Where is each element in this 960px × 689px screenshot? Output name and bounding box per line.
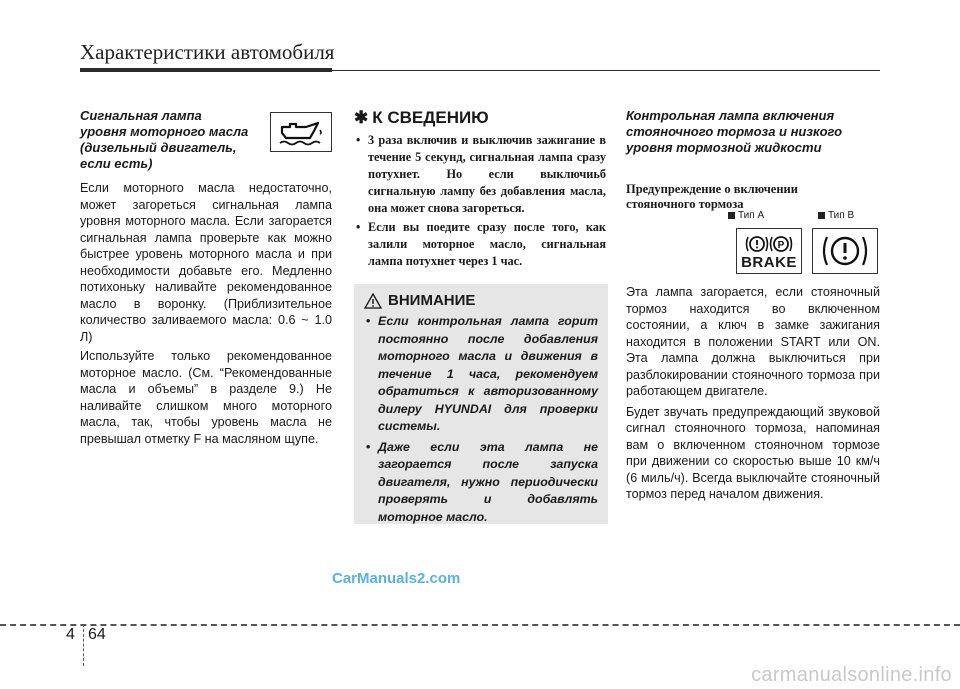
type-b-label: Тип B (818, 210, 890, 221)
chapter-number: 4 (66, 626, 75, 643)
warning-triangle-icon (364, 293, 382, 309)
lamp-type-labels (728, 210, 890, 221)
info-item: • Если вы поедите сразу после того, как залили моторное масло, сигнальная лампа потухнет через 1 час. (354, 219, 606, 270)
square-bullet-icon (818, 212, 825, 219)
oil-lamp-heading: Сигнальная лампа уровня моторного масла (дизельный двигатель, если есть) (80, 108, 249, 171)
brake-circle-icon (744, 233, 794, 255)
warning-title (364, 292, 598, 309)
warning-item: • Даже если эта лампа не загорается после запуска двигателя, нужно периодически проверять и добавлять моторное масло. (364, 439, 598, 527)
svg-text:P: P (777, 239, 785, 251)
oil-can-icon (270, 112, 332, 152)
info-star-icon: ✱ (354, 108, 369, 127)
type-a-label: Тип A (728, 210, 800, 221)
oil-lamp-section (80, 108, 332, 447)
square-bullet-icon (728, 212, 735, 219)
footer-dashed-divider (83, 624, 84, 666)
warning-title-text: ВНИМАНИЕ (388, 292, 476, 309)
brake-lamp-heading: Контрольная лампа включения стояночного тормоза и низкого уровня тормозной жидкости (626, 108, 843, 155)
parking-brake-subheading: Предупреждение о включении стояночного тормоза (626, 182, 798, 211)
brake-paragraph: Будет звучать предупреждающий звуковой сигнал стояночного тормоза, напоминая вам о включенном стояночном тормозе при движении со скоростью выше 10 км/ч (6 миль/ч). Всегда выключайте стояночный тормоз перед началом движения. (626, 404, 880, 501)
brake-lamp-type-b (812, 228, 878, 274)
brake-lamp-section (626, 108, 880, 501)
brake-paragraph: Эта лампа загорается, если стояночный тормоз находится во включенном состоянии, а ключ в замке зажигания находится в положении START или ON. Эта лампа должна выключиться при разблокировании стояночного тормоза при работающем двигателе. (626, 285, 880, 398)
oil-paragraph: Если моторного масла недостаточно, может загореться сигнальная лампа уровня моторного масла. Если загорается сигнальная лампа проверьте как можно быстрее уровень моторного масла и при необходимости добавьте его. Медленно потихоньку наливайте рекомендованное масло в воронку. (Приблизительное количество заливаемого масла: 0.6 ~ 1.0 Л) (80, 181, 332, 344)
warning-box (354, 284, 608, 524)
brake-exclamation-icon (818, 232, 872, 270)
info-title (354, 108, 606, 128)
info-item: • 3 раза включив и выключив зажигание в течение 5 секунд, сигнальная лампа сразу потухнет. Но если выключиьб сигнальную лампу без добавления масла, она может снова загореться. (354, 132, 606, 217)
brake-text (626, 284, 880, 503)
info-list (354, 132, 606, 270)
brake-lamp-type-a (736, 228, 802, 274)
header-bar (80, 68, 332, 72)
page-number: 64 (88, 626, 106, 643)
oil-paragraph: Используйте только рекомендованное моторное масло. (См. “Рекомендованные масла и объемы” в разделе 9.) Не наливайте слишком много моторного масла, так, чтобы уровень масла не превышал отметку F на масляном щупе. (80, 349, 332, 446)
carmanuals-watermark: CarManuals2.com (332, 570, 461, 587)
page-header-title: Характеристики автомобиля (80, 40, 335, 64)
info-title-text: К СВЕДЕНИЮ (372, 108, 489, 127)
brake-word: BRAKE (741, 253, 797, 271)
header-rule (332, 70, 880, 71)
warning-item: • Если контрольная лампа горит постоянно после добавления моторного масла и движения в течение 1 часа, рекомендуем обратиться к авторизованному дилеру HYUNDAI для проверки системы. (364, 313, 598, 436)
info-section (354, 108, 606, 272)
warning-list (364, 313, 598, 526)
footer-dashed-rule (0, 624, 960, 626)
site-watermark: carmanualsonline.info (751, 664, 952, 686)
